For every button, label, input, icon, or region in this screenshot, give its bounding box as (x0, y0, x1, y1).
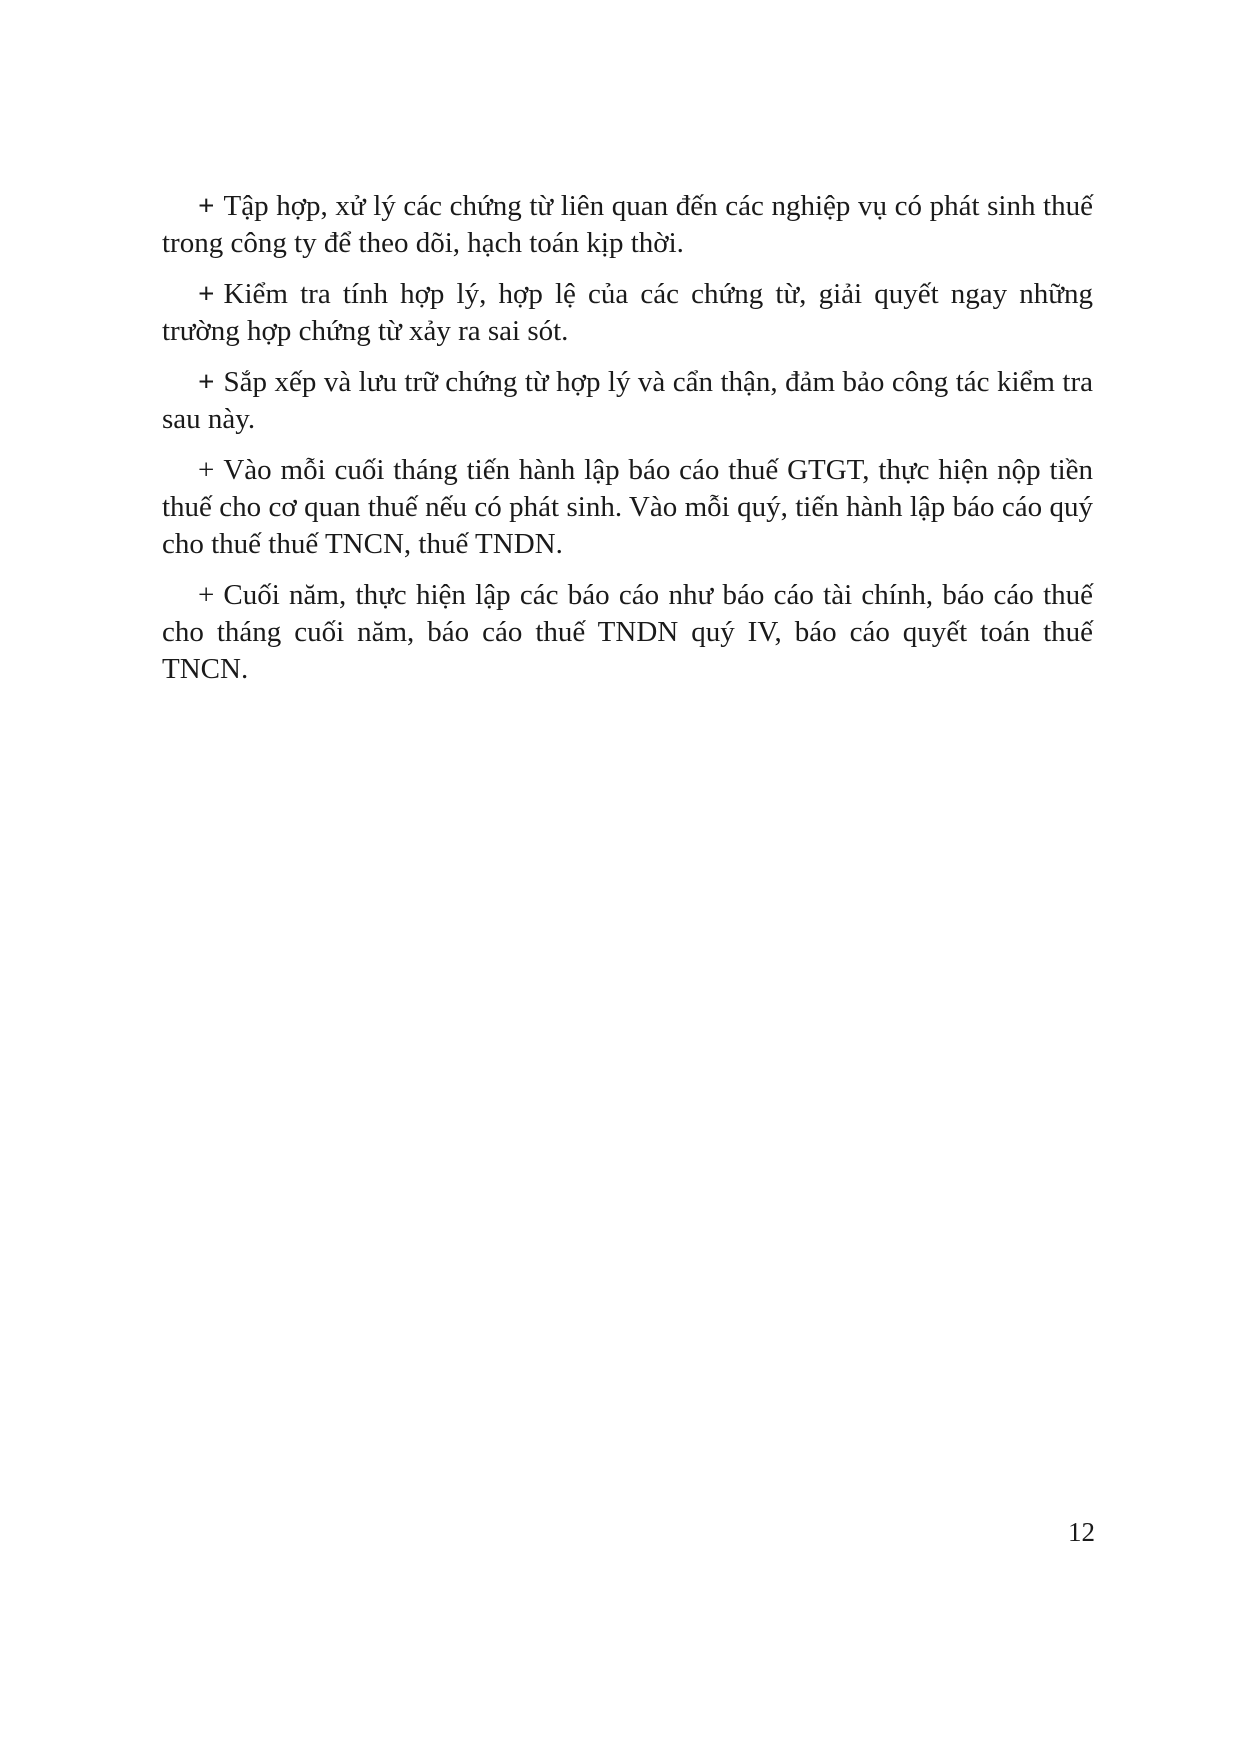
plus-bullet-marker: + (198, 278, 215, 310)
plus-bullet-marker: + (198, 190, 215, 222)
plus-bullet-marker: + (198, 454, 215, 486)
paragraph (162, 276, 1093, 350)
paragraph-text: Tập hợp, xử lý các chứng từ liên quan đến các nghiệp vụ có phát sinh thuế trong công ty để theo dõi, hạch toán kịp thời. (162, 190, 1093, 259)
paragraph-text: Kiểm tra tính hợp lý, hợp lệ của các chứng từ, giải quyết ngay những trường hợp chứng từ xảy ra sai sót. (162, 278, 1093, 347)
paragraph-text: Cuối năm, thực hiện lập các báo cáo như báo cáo tài chính, báo cáo thuế cho tháng cuối năm, báo cáo thuế TNDN quý IV, báo cáo quyết toán thuế TNCN. (162, 579, 1093, 685)
page-number: 12 (1068, 1517, 1095, 1547)
paragraph-text: Sắp xếp và lưu trữ chứng từ hợp lý và cẩn thận, đảm bảo công tác kiểm tra sau này. (162, 366, 1093, 435)
paragraph (162, 452, 1093, 563)
paragraph (162, 364, 1093, 438)
paragraph-text: Vào mỗi cuối tháng tiến hành lập báo cáo thuế GTGT, thực hiện nộp tiền thuế cho cơ quan thuế nếu có phát sinh. Vào mỗi quý, tiến hành lập báo cáo quý cho thuế thuế TNCN, thuế TNDN. (162, 454, 1093, 560)
text-block (162, 188, 1093, 702)
paragraph (162, 188, 1093, 262)
paragraph (162, 577, 1093, 688)
plus-bullet-marker: + (198, 579, 215, 611)
plus-bullet-marker: + (198, 366, 215, 398)
